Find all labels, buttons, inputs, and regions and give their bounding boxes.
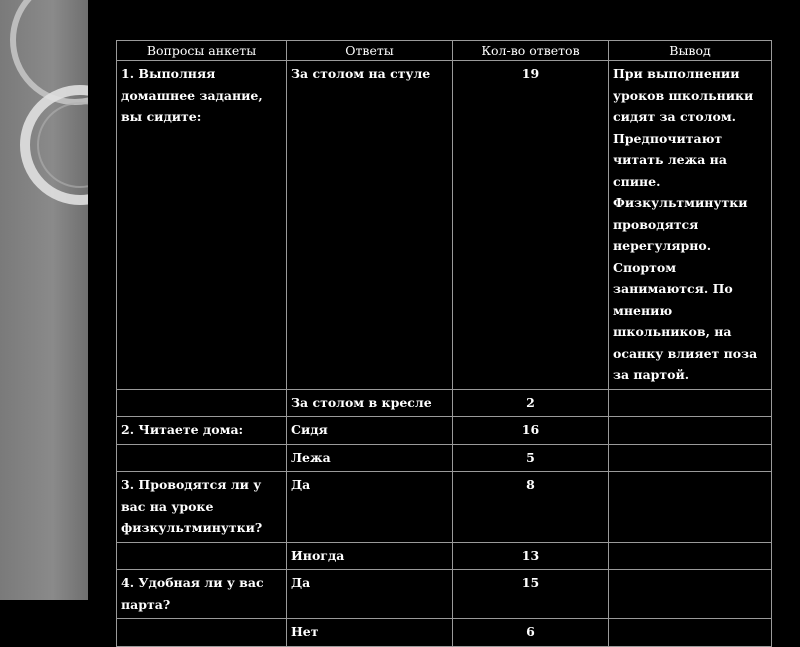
question-cell (117, 542, 287, 570)
answer-cell: Да (287, 472, 453, 543)
question-cell (117, 444, 287, 472)
conclusion-cell-empty (609, 472, 772, 543)
table-row (117, 542, 772, 570)
ring-middle (25, 90, 88, 200)
decorative-side-panel (0, 0, 88, 600)
conclusion-cell-empty (609, 389, 772, 417)
header-conclusion: Вывод (609, 41, 772, 61)
conclusion-cell-empty (609, 570, 772, 619)
table-row (117, 61, 772, 390)
count-cell: 16 (453, 417, 609, 445)
answer-cell: Да (287, 570, 453, 619)
answer-cell: Нет (287, 619, 453, 647)
table-row (117, 570, 772, 619)
count-cell: 13 (453, 542, 609, 570)
answer-cell: Иногда (287, 542, 453, 570)
count-cell: 6 (453, 619, 609, 647)
table-row (117, 417, 772, 445)
count-cell: 5 (453, 444, 609, 472)
conclusion-cell-empty (609, 542, 772, 570)
header-questions: Вопросы анкеты (117, 41, 287, 61)
count-cell: 2 (453, 389, 609, 417)
conclusion-cell-empty (609, 444, 772, 472)
answer-cell: За столом в кресле (287, 389, 453, 417)
header-count: Кол-во ответов (453, 41, 609, 61)
table-row (117, 619, 772, 647)
question-cell: 3. Проводятся ли у вас на уроке физкультминутки? (117, 472, 287, 543)
ring-middle-inner (38, 103, 88, 187)
decorative-rings (0, 0, 88, 600)
answer-cell: За столом на стуле (287, 61, 453, 390)
conclusion-cell-empty (609, 619, 772, 647)
count-cell: 19 (453, 61, 609, 390)
table-row (117, 389, 772, 417)
survey-table (116, 40, 772, 647)
table-header-row (117, 41, 772, 61)
question-cell: 4. Удобная ли у вас парта? (117, 570, 287, 619)
header-answers: Ответы (287, 41, 453, 61)
table-row (117, 472, 772, 543)
answer-cell: Сидя (287, 417, 453, 445)
question-cell (117, 389, 287, 417)
question-cell: 2. Читаете дома: (117, 417, 287, 445)
table-row (117, 444, 772, 472)
conclusion-cell-empty (609, 417, 772, 445)
conclusion-cell: При выполнении уроков школьники сидят за столом. Предпочитают читать лежа на спине. Физкультминутки проводятся нерегулярно. Спортом занимаются. По мнению школьников, на осанку влияет поза за партой. (609, 61, 772, 390)
count-cell: 8 (453, 472, 609, 543)
count-cell: 15 (453, 570, 609, 619)
question-cell (117, 619, 287, 647)
answer-cell: Лежа (287, 444, 453, 472)
question-cell: 1. Выполняя домашнее задание, вы сидите: (117, 61, 287, 390)
